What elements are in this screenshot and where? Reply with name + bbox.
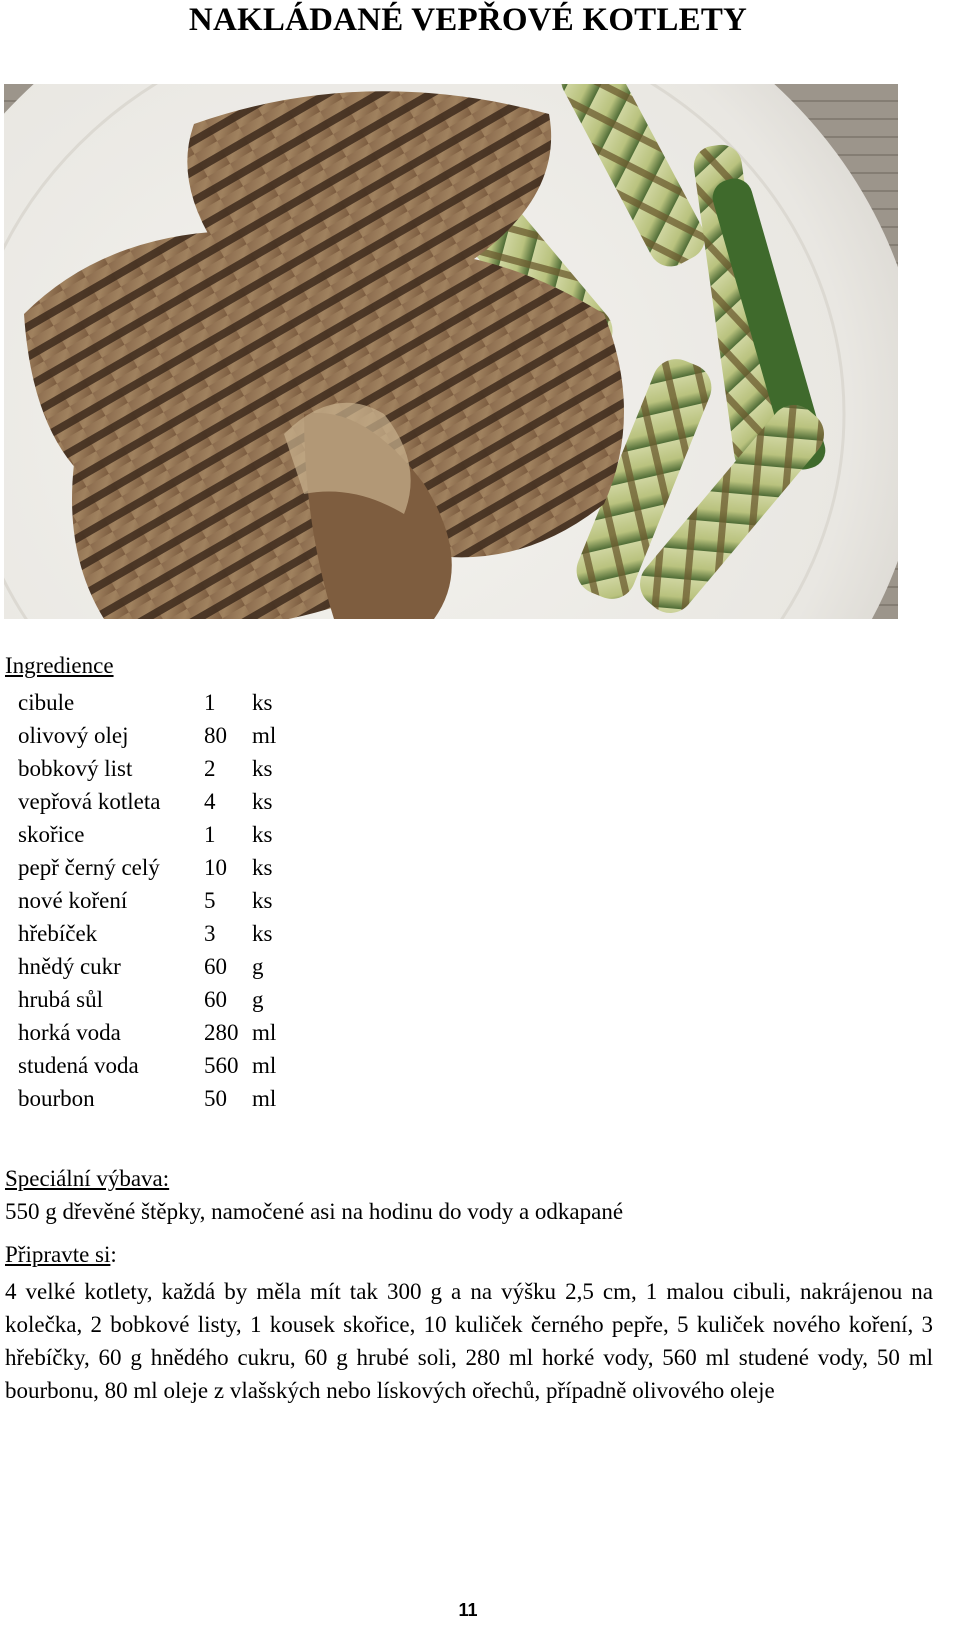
ingredient-unit: ml (252, 723, 277, 748)
ingredient-unit: g (252, 954, 264, 979)
ingredient-qty: 80 (204, 723, 227, 748)
ingredient-unit: ks (252, 822, 273, 847)
ingredient-name: hřebíček (18, 921, 98, 946)
ingredient-row (18, 1049, 276, 1082)
ingredient-qty: 280 (204, 1020, 239, 1045)
page-title: NAKLÁDANÉ VEPŘOVÉ KOTLETY (188, 2, 748, 38)
ingredient-row (18, 851, 276, 884)
ingredient-unit: ks (252, 888, 273, 913)
ingredient-unit: g (252, 987, 264, 1012)
ingredient-name: olivový olej (18, 723, 129, 748)
ingredient-row (18, 686, 276, 719)
ingredient-row (18, 917, 276, 950)
ingredient-unit: ml (252, 1020, 277, 1045)
ingredient-name: vepřová kotleta (18, 789, 161, 814)
ingredient-row (18, 752, 276, 785)
ingredient-qty: 2 (204, 756, 216, 781)
prepare-text: 4 velké kotlety, každá by měla mít tak 300 g a na výšku 2,5 cm, 1 malou cibuli, nakrájenou na kolečka, 2 bobkové listy, 1 kousek skořice, 10 kuliček černého pepře, 5 kuliček nového koření, 3 hřebíčky, 60 g hnědého cukru, 60 g hrubé soli, 280 ml horké vody, 560 ml studené vody, 50 ml bourbonu, 80 ml oleje z vlašských nebo lískových ořechů, případně olivového oleje (5, 1279, 933, 1403)
special-equipment-text: 550 g dřevěné štěpky, namočené asi na hodinu do vody a odkapané (5, 1199, 624, 1224)
ingredient-row (18, 983, 276, 1016)
special-equipment-heading: Speciální výbava: (5, 1166, 170, 1191)
ingredient-name: hnědý cukr (18, 954, 121, 979)
page-number: 11 (458, 1600, 478, 1620)
ingredient-qty: 60 (204, 954, 227, 979)
prepare-heading-label: Připravte si (5, 1242, 111, 1267)
ingredient-unit: ml (252, 1086, 277, 1111)
ingredient-name: skořice (18, 822, 85, 847)
ingredient-row (18, 818, 276, 851)
ingredient-unit: ks (252, 855, 273, 880)
ingredients-table (18, 686, 276, 1115)
ingredient-qty: 5 (204, 888, 216, 913)
ingredient-qty: 3 (204, 921, 216, 946)
ingredient-name: bourbon (18, 1086, 95, 1111)
ingredient-name: pepř černý celý (18, 855, 160, 880)
ingredient-unit: ml (252, 1053, 277, 1078)
ingredient-name: studená voda (18, 1053, 139, 1078)
ingredient-name: horká voda (18, 1020, 121, 1045)
ingredient-name: nové koření (18, 888, 128, 913)
ingredients-heading: Ingredience (5, 653, 114, 678)
ingredient-row (18, 884, 276, 917)
ingredient-qty: 560 (204, 1053, 239, 1078)
ingredient-qty: 1 (204, 690, 216, 715)
ingredient-row (18, 719, 276, 752)
ingredient-row (18, 1082, 276, 1115)
ingredient-unit: ks (252, 756, 273, 781)
ingredient-row (18, 785, 276, 818)
ingredient-row (18, 950, 276, 983)
ingredient-qty: 60 (204, 987, 227, 1012)
ingredient-qty: 50 (204, 1086, 227, 1111)
ingredient-qty: 4 (204, 789, 216, 814)
ingredient-name: bobkový list (18, 756, 133, 781)
ingredient-qty: 1 (204, 822, 216, 847)
ingredient-qty: 10 (204, 855, 227, 880)
ingredient-name: cibule (18, 690, 75, 715)
prepare-heading (5, 1242, 117, 1268)
prepare-heading-colon: : (110, 1242, 117, 1267)
ingredient-unit: ks (252, 789, 273, 814)
ingredient-name: hrubá sůl (18, 987, 103, 1012)
ingredient-unit: ks (252, 921, 273, 946)
ingredient-row (18, 1016, 276, 1049)
ingredient-unit: ks (252, 690, 273, 715)
recipe-photo (4, 84, 898, 619)
